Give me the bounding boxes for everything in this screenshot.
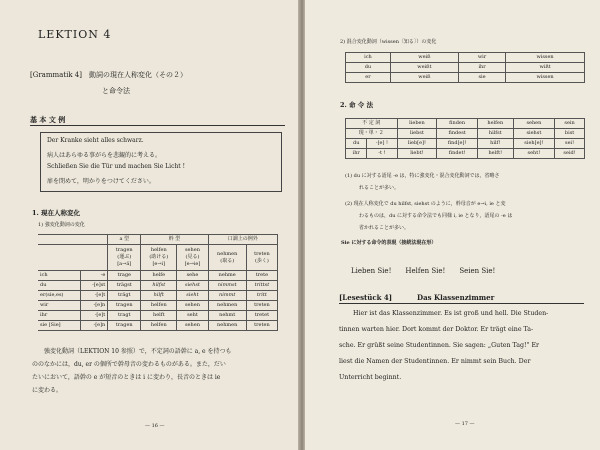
text-line: Hier ist das Klassenzimmer. Es ist groß und hell. Die Studen-: [353, 310, 549, 317]
table-row: du -[e]st trägst hilfst siehst nimmst trittst: [38, 281, 278, 291]
note-line: れることが多い。: [359, 185, 400, 191]
note-line: ののなかには，du, er の個所で幹母音の変わるものがある。また，だい: [32, 361, 226, 368]
conjugation-table: [38, 234, 278, 331]
table-row: sie [Sie] -[e]n tragen helfen sehen nehmen treten: [38, 321, 278, 331]
table-row: du -[e] ! lieb[e]! find[e]! hilf! sieh[e]! sei!: [346, 139, 585, 149]
lesestueck-title: Das Klassenzimmer: [417, 293, 495, 302]
table-group-header: a 型: [108, 235, 141, 245]
page-number: — 17 —: [455, 421, 475, 427]
table-row: wir -[e]n tragen helfen sehen nehmen treten: [38, 301, 278, 311]
sie-note: Sie に対する命令的表現（接続法現在形）: [341, 240, 437, 246]
basic-examples-label: 基 本 文 例: [30, 115, 66, 124]
verb-header: tragen (運ぶ) [a→ä]: [108, 245, 141, 271]
note-line: 省かれることが多い。: [359, 225, 410, 231]
page-number: — 16 —: [145, 423, 165, 429]
table-row: 現・単・２ liebst findest hilfst siehst bist: [346, 129, 585, 139]
verb-header: treten (歩く): [246, 245, 277, 271]
text-line: Unterricht beginnt.: [339, 374, 402, 381]
table-row: 不 定 詞 lieben finden helfen sehen sein: [346, 119, 585, 129]
verb-header: sehen (見る) [e→ie]: [177, 245, 208, 271]
table-row: er(sie,es) -[e]t trägt hilft sieht nimmt tritt: [38, 291, 278, 301]
imperative-example: Lieben Sie! Helfen Sie! Seien Sie!: [351, 267, 496, 275]
table-row: er weiß sie wissen: [346, 73, 585, 83]
section-title: 1. 現在人称変化: [32, 209, 81, 217]
imperative-table: [345, 118, 585, 159]
table-row: ich -e trage helfe sehe nehme trete: [38, 271, 278, 281]
text-line: sche. Er grüßt seine Studentinnen. Sie sagen: „Guten Tag!" Er: [339, 342, 540, 349]
table-group-header: 幹 型: [141, 235, 208, 245]
wissen-table: [345, 52, 585, 83]
section-subtitle: 2) 混合変化動詞（wissen〔知る〕）の変化: [340, 39, 437, 45]
table-group-header: 口調上の例外: [208, 235, 277, 245]
section-title: 2. 命 令 法: [340, 101, 374, 109]
example-box: [40, 132, 282, 192]
table-row: ihr -[e]t tragt helft seht nehmt tretet: [38, 311, 278, 321]
note-line: (2) 現在人称変化で du hilfst, siehst のように，幹母音が e→i, ie と変: [345, 201, 506, 207]
note-line: (1) du に対する語尾 -e は，特に強変化・混合変化動詞では，省略さ: [345, 173, 500, 179]
note-line: に変わる。: [32, 387, 63, 394]
note-line: たいにおいて，語幹の e が短音のときは i に変わり，長音のときは ie: [32, 374, 221, 381]
grammar-heading-2: と命令法: [102, 87, 130, 95]
section-subtitle: 1) 強変化動詞の変化: [38, 222, 85, 228]
example-line: 扉を閉めて，明かりをつけてください。: [47, 178, 155, 185]
example-line: 病人はあらゆる事がらを悲観的に考える。: [47, 152, 162, 159]
verb-header: helfen (助ける) [e→i]: [141, 245, 177, 271]
table-row: du weißt ihr wißt: [346, 63, 585, 73]
lesestueck-label: [Lesestück 4]: [339, 293, 393, 302]
example-line: Der Kranke sieht alles schwarz.: [47, 137, 144, 144]
divider: [339, 303, 584, 304]
example-line: Schließen Sie die Tür und machen Sie Licht !: [47, 163, 186, 170]
verb-header: nehmen (取る): [208, 245, 246, 271]
text-line: liest die Namen der Studentinnen. Er nimmt sein Buch. Der: [339, 358, 531, 365]
note-line: わるものは，du に対する命令法でも同様 i, ie となり，語尾の -e は: [359, 213, 513, 219]
grammar-heading: [Grammatik 4] 動詞の現在人称変化（その２）: [30, 71, 187, 79]
lesson-title: LEKTION 4: [38, 28, 112, 41]
note-line: 強変化動詞（LEKTION 10 参照）で，不定詞の語幹に a, e を持つも: [44, 348, 232, 355]
table-row: ich weiß wir wissen: [346, 53, 585, 63]
text-line: tinnen warten hier. Dort kommt der Doktor. Er trägt eine Ta-: [339, 326, 534, 333]
table-row: ihr -t ! liebt! findet! helft! seht! seid!: [346, 149, 585, 159]
divider: [30, 125, 285, 126]
right-page: [305, 0, 600, 450]
